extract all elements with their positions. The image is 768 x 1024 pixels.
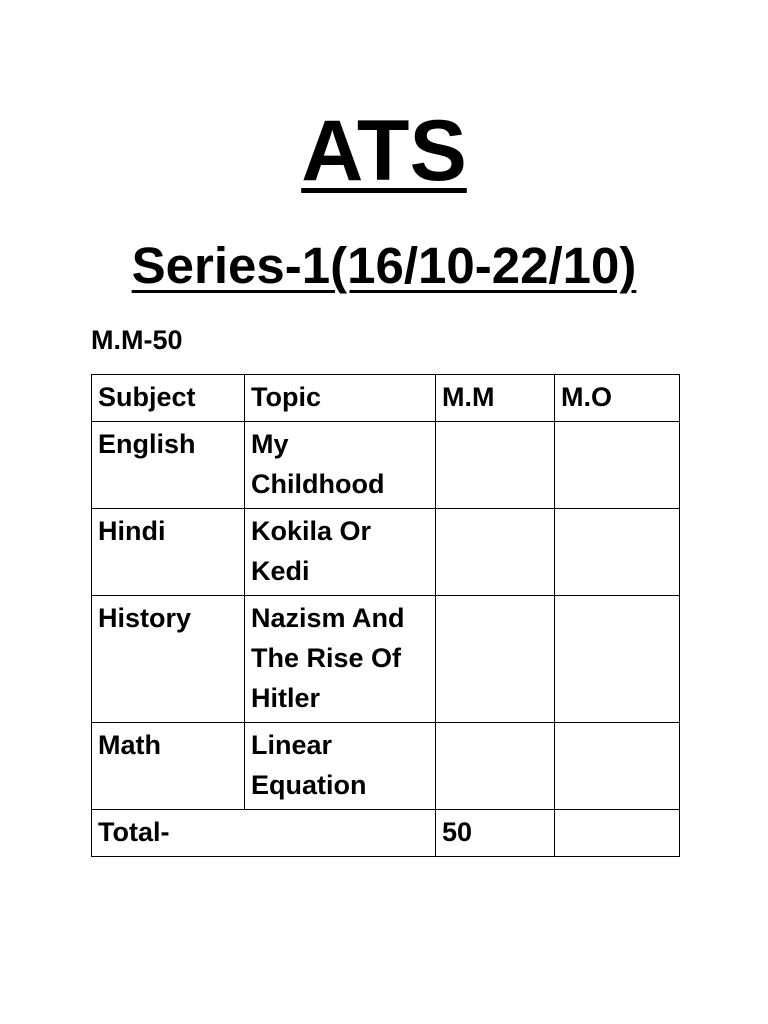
header-topic: Topic (245, 375, 436, 422)
max-marks-cell (436, 509, 555, 596)
max-marks-label: M.M-50 (91, 325, 183, 355)
marks-table (91, 374, 680, 857)
topic-cell: Kokila Or Kedi (245, 509, 436, 596)
header-subject: Subject (92, 375, 245, 422)
marks-obtained-cell (555, 509, 680, 596)
marks-obtained-cell (555, 723, 680, 810)
topic-cell: Nazism And The Rise Of Hitler (245, 596, 436, 723)
total-max-marks-cell: 50 (436, 810, 555, 857)
table-row (92, 509, 680, 596)
subtitle-text: Series-1(16/10-22/10) (131, 237, 637, 294)
total-marks-obtained-cell (555, 810, 680, 857)
subject-cell: English (92, 422, 245, 509)
page-title (0, 103, 768, 199)
subject-cell: History (92, 596, 245, 723)
table-row (92, 422, 680, 509)
total-label-cell: Total- (92, 810, 436, 857)
series-subtitle (0, 237, 768, 294)
max-marks-cell (436, 422, 555, 509)
max-marks-cell (436, 723, 555, 810)
header-marks-obtained: M.O (555, 375, 680, 422)
subject-cell: Hindi (92, 509, 245, 596)
topic-cell: My Childhood (245, 422, 436, 509)
table-header-row (92, 375, 680, 422)
table-total-row (92, 810, 680, 857)
table-row (92, 596, 680, 723)
table-row (92, 723, 680, 810)
subject-cell: Math (92, 723, 245, 810)
title-text: ATS (301, 103, 467, 199)
marks-obtained-cell (555, 422, 680, 509)
topic-cell: Linear Equation (245, 723, 436, 810)
header-max-marks: M.M (436, 375, 555, 422)
max-marks-cell (436, 596, 555, 723)
marks-obtained-cell (555, 596, 680, 723)
